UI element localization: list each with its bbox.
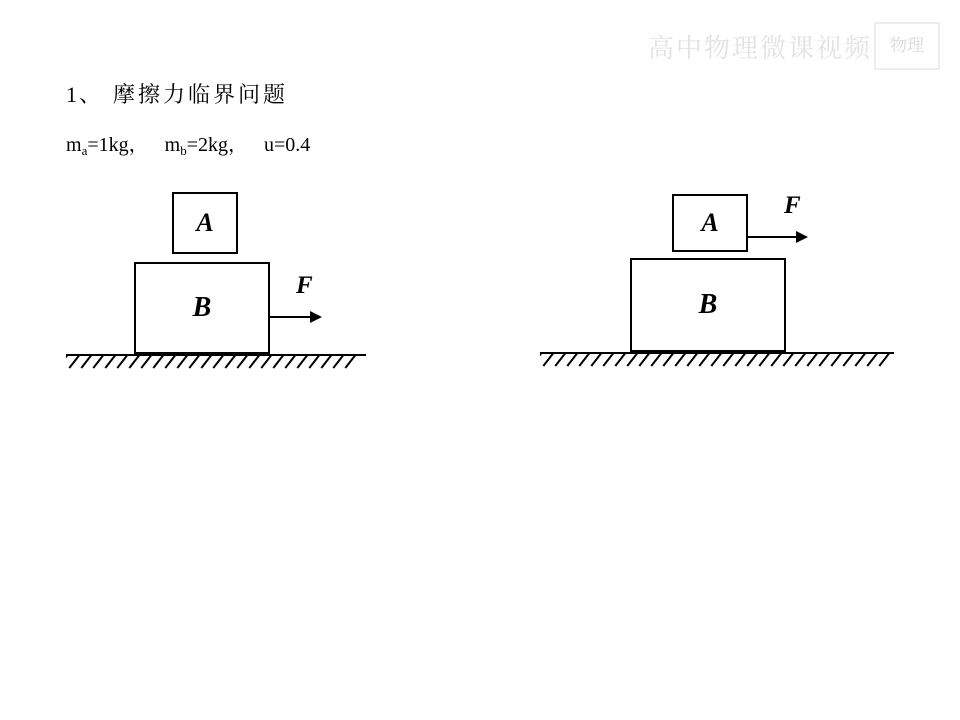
force-arrow-shaft: [748, 236, 798, 238]
block-a: A: [172, 192, 238, 254]
parameters-line: [66, 128, 310, 157]
watermark-logo: 物理: [874, 22, 940, 70]
mass-b-value: =2kg，: [186, 134, 248, 156]
ground-hatching: [540, 353, 894, 367]
ground-hatching: [66, 355, 366, 369]
title-number: 1、: [66, 82, 104, 107]
mass-b-symbol: m: [164, 134, 181, 156]
mass-b-subscript: b: [180, 143, 187, 158]
mass-a-symbol: m: [66, 134, 82, 156]
force-arrow-head: [310, 311, 322, 323]
watermark: [648, 18, 944, 70]
title-text: 摩擦力临界问题: [113, 82, 289, 107]
block-b: B: [630, 258, 786, 352]
block-a: A: [672, 194, 748, 252]
friction-coefficient: u=0.4: [263, 134, 311, 156]
mass-a-value: =1kg，: [87, 134, 149, 156]
force-label: F: [296, 272, 313, 299]
force-label: F: [784, 192, 801, 219]
mass-a-subscript: a: [81, 143, 88, 158]
block-b: B: [134, 262, 270, 354]
watermark-text: 高中物理微课视频: [648, 33, 873, 63]
force-arrow-shaft: [270, 316, 312, 318]
page-title: [66, 78, 288, 109]
force-arrow-head: [796, 231, 808, 243]
